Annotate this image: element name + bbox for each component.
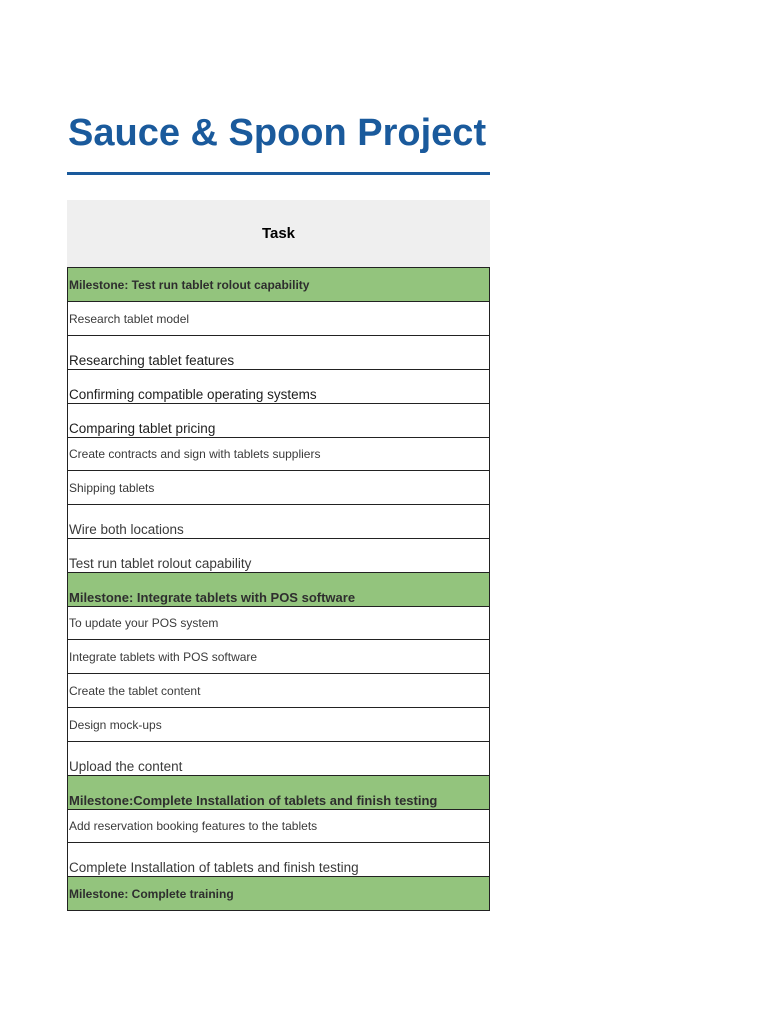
table-row: Confirming compatible operating systems <box>67 370 490 404</box>
title-divider <box>67 172 490 175</box>
milestone-row: Milestone: Integrate tablets with POS software <box>67 573 490 607</box>
table-row: Integrate tablets with POS software <box>67 640 490 674</box>
milestone-row: Milestone: Complete training <box>67 877 490 911</box>
table-row: Research tablet model <box>67 302 490 336</box>
table-row: Upload the content <box>67 742 490 776</box>
task-table <box>67 200 490 911</box>
table-row: Researching tablet features <box>67 336 490 370</box>
page-title: Sauce & Spoon Project <box>68 112 487 154</box>
table-row: Add reservation booking features to the tablets <box>67 810 490 843</box>
table-row: To update your POS system <box>67 607 490 640</box>
milestone-row: Milestone: Test run tablet rolout capability <box>67 268 490 302</box>
table-row: Comparing tablet pricing <box>67 404 490 438</box>
table-row: Create contracts and sign with tablets suppliers <box>67 438 490 471</box>
table-row: Shipping tablets <box>67 471 490 505</box>
table-header-task: Task <box>67 200 490 268</box>
milestone-row: Milestone:Complete Installation of tablets and finish testing <box>67 776 490 810</box>
table-row: Test run tablet rolout capability <box>67 539 490 573</box>
table-row: Wire both locations <box>67 505 490 539</box>
table-row: Create the tablet content <box>67 674 490 708</box>
table-row: Design mock-ups <box>67 708 490 742</box>
table-row: Complete Installation of tablets and finish testing <box>67 843 490 877</box>
